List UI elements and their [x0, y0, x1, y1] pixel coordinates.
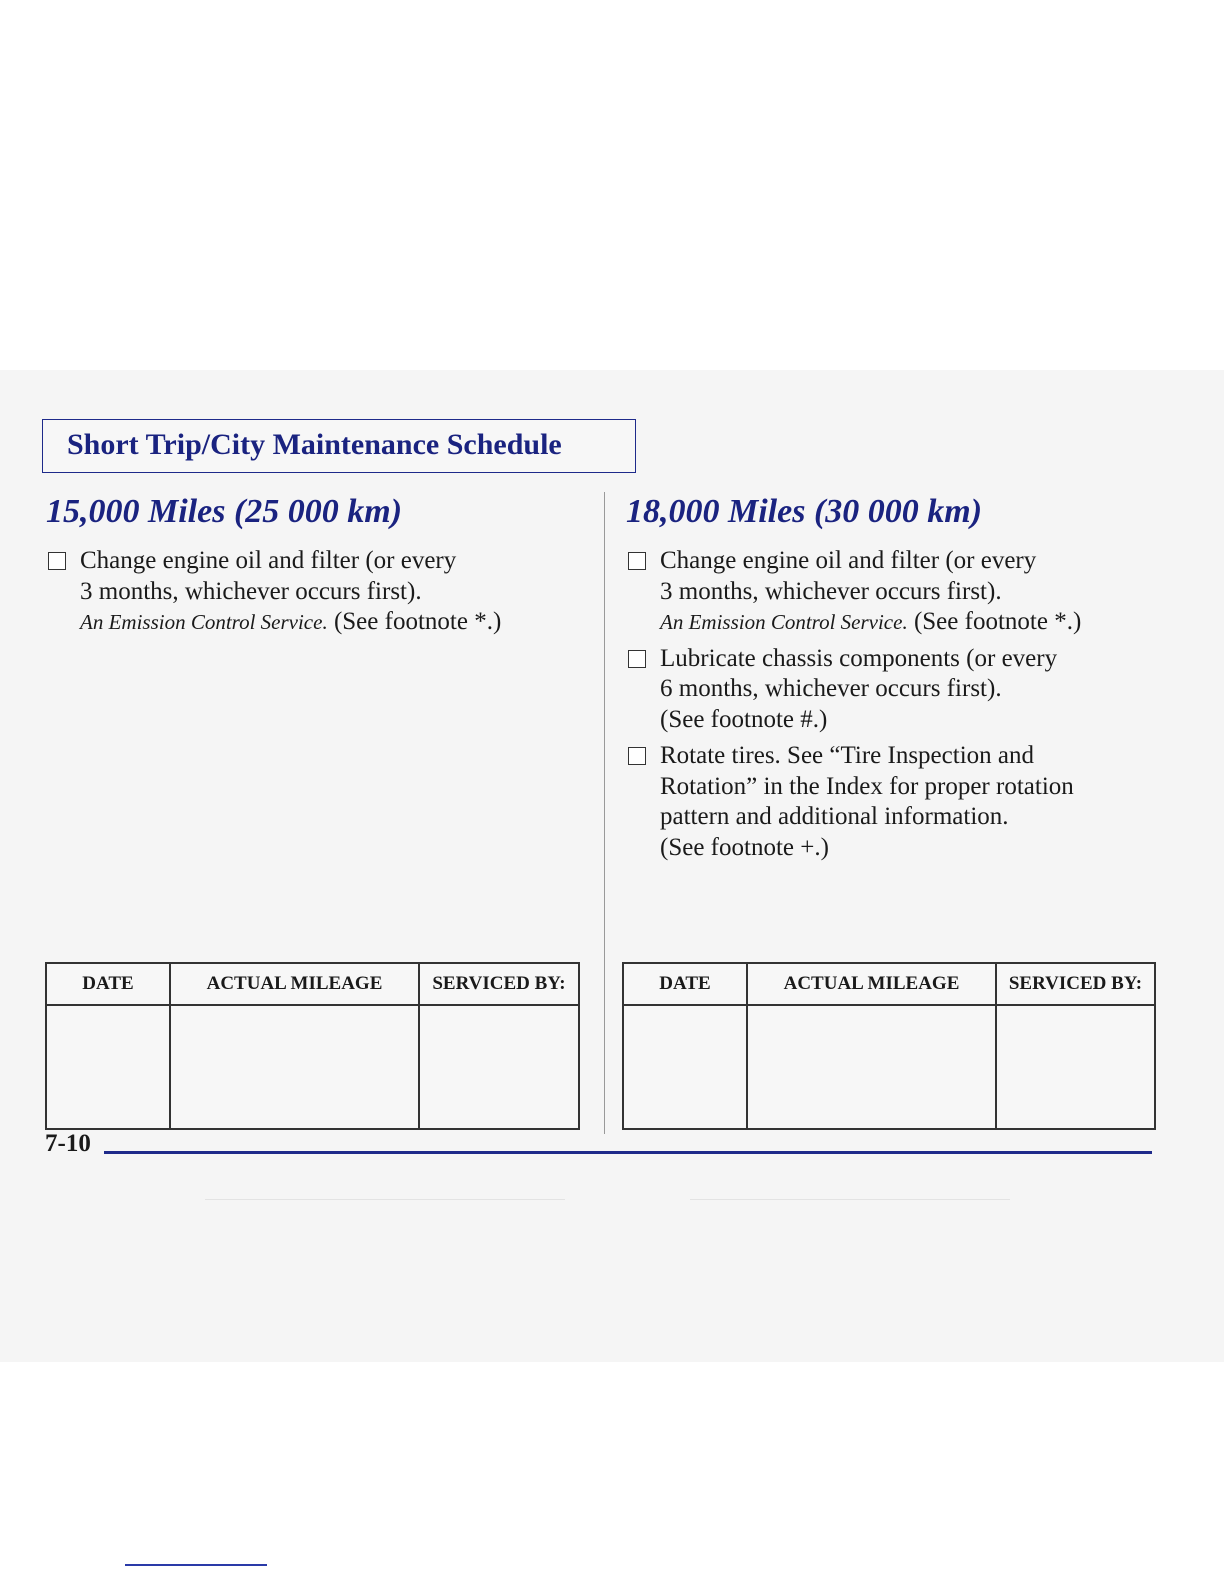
interval-column-18000	[626, 488, 1176, 869]
interval-heading: 15,000 Miles (25 000 km)	[46, 493, 403, 530]
faint-divider	[205, 1199, 565, 1200]
column-divider	[604, 492, 605, 1134]
serviced-by-header: SERVICED BY:	[996, 963, 1155, 1005]
checkbox-icon[interactable]	[628, 650, 646, 668]
item-line: (See footnote #.)	[660, 705, 828, 733]
item-line: 3 months, whichever occurs first).	[80, 577, 422, 605]
table-row	[623, 1005, 1155, 1129]
actual-mileage-cell[interactable]	[747, 1005, 996, 1129]
item-line: Rotate tires. See “Tire Inspection and	[660, 742, 1034, 769]
checklist	[626, 546, 1176, 863]
serviced-by-header: SERVICED BY:	[419, 963, 579, 1005]
serviced-by-cell[interactable]	[419, 1005, 579, 1129]
checklist-item	[46, 546, 586, 638]
date-cell[interactable]	[623, 1005, 747, 1129]
footnote-reference: (See footnote *.)	[327, 608, 502, 635]
emission-service-note: An Emission Control Service.	[660, 610, 908, 634]
section-title: Short Trip/City Maintenance Schedule	[67, 428, 562, 461]
date-header: DATE	[46, 963, 170, 1005]
date-cell[interactable]	[46, 1005, 170, 1129]
item-line: 6 months, whichever occurs first).	[660, 675, 1002, 702]
actual-mileage-header: ACTUAL MILEAGE	[747, 963, 996, 1005]
date-header: DATE	[623, 963, 747, 1005]
faint-divider	[690, 1199, 1010, 1200]
footnote-reference: (See footnote *.)	[907, 608, 1082, 635]
checkbox-icon[interactable]	[628, 552, 646, 570]
item-line: Change engine oil and filter (or every	[80, 547, 457, 574]
checkbox-icon[interactable]	[628, 747, 646, 765]
item-line: 3 months, whichever occurs first).	[660, 577, 1002, 605]
page-number: 7-10	[45, 1130, 91, 1157]
interval-column-15000	[46, 488, 586, 644]
emission-service-note: An Emission Control Service.	[80, 610, 328, 634]
checklist-item	[626, 741, 1176, 863]
item-line: Rotation” in the Index for proper rotation	[660, 772, 1074, 800]
actual-mileage-header: ACTUAL MILEAGE	[170, 963, 419, 1005]
item-note	[660, 607, 1176, 638]
service-record-table-18000	[622, 962, 1156, 1130]
checkbox-icon[interactable]	[48, 552, 66, 570]
actual-mileage-cell[interactable]	[170, 1005, 419, 1129]
item-line: Change engine oil and filter (or every	[660, 547, 1037, 574]
item-line: (See footnote +.)	[660, 833, 829, 861]
link-underline	[125, 1564, 267, 1566]
item-note	[80, 607, 586, 638]
checklist	[46, 546, 586, 638]
service-record-table-15000	[45, 962, 580, 1130]
interval-heading: 18,000 Miles (30 000 km)	[626, 493, 983, 530]
item-line: pattern and additional information.	[660, 803, 1009, 830]
item-line: Lubricate chassis components (or every	[660, 644, 1058, 672]
footer-rule	[104, 1151, 1152, 1154]
checklist-item	[626, 644, 1176, 736]
section-title-box	[42, 419, 636, 473]
serviced-by-cell[interactable]	[996, 1005, 1155, 1129]
table-row	[46, 1005, 579, 1129]
checklist-item	[626, 546, 1176, 638]
